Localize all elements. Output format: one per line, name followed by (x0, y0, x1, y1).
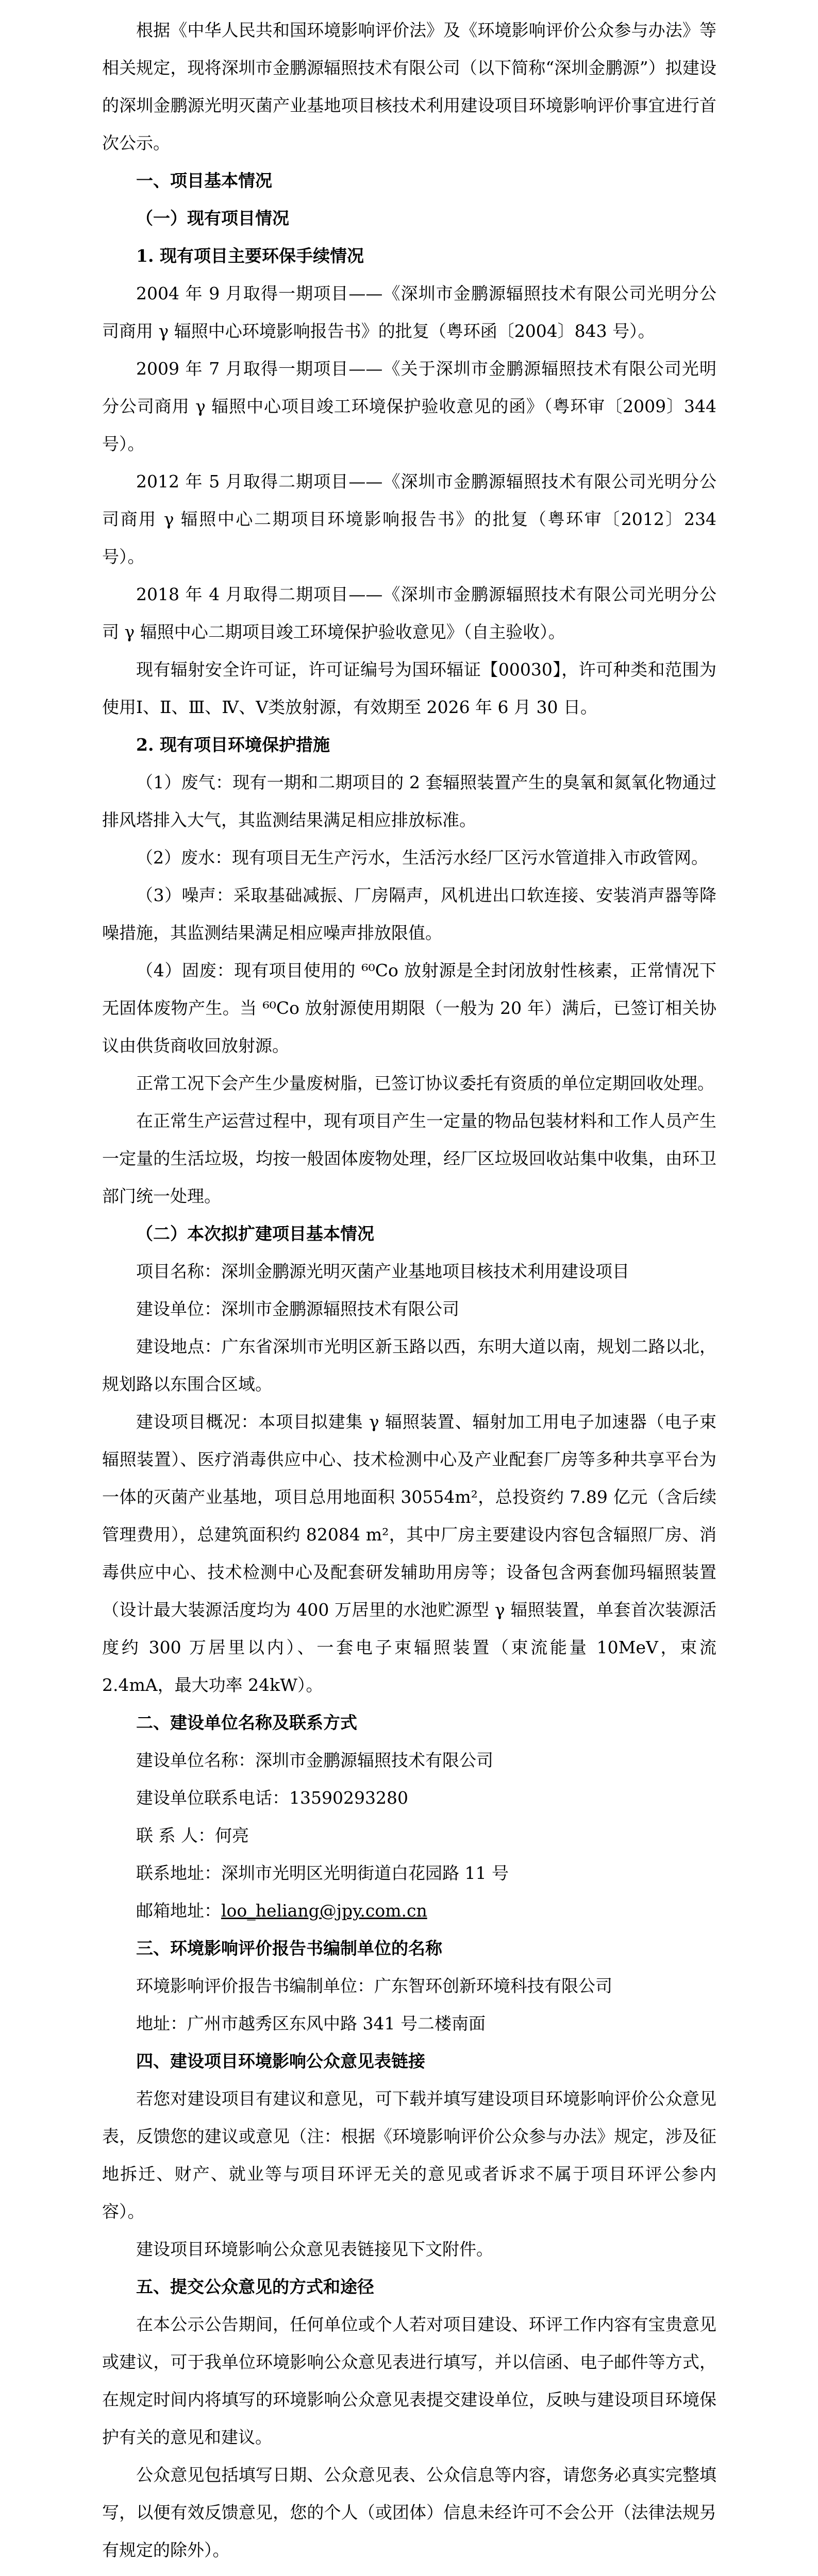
eia-consultant: 环境影响评价报告书编制单位：广东智环创新环境科技有限公司 (136, 1976, 612, 1996)
new-project-name: 项目名称：深圳金鹏源光明灭菌产业基地项目核技术利用建设项目 (136, 1261, 629, 1281)
public-notice (102, 11, 716, 2576)
measure-wastewater: （2）废水：现有项目无生产污水，生活污水经厂区污水管道排入市政管网。 (136, 848, 708, 868)
procedure-2018: 2018 年 4 月取得二期项目——《深圳市金鹏源辐照技术有限公司光明分公司 γ 辐照中心二期项目竣工环境保护验收意见》（自主验收）。 (102, 584, 716, 642)
procedure-2004: 2004 年 9 月取得一期项目——《深圳市金鹏源辐照技术有限公司光明分公司商用 γ 辐照中心环境影响报告书》的批复（粤环函〔2004〕843 号）。 (102, 283, 716, 341)
new-project-builder: 建设单位：深圳市金鹏源辐照技术有限公司 (136, 1299, 459, 1319)
measure-exhaust: （1）废气：现有一期和二期项目的 2 套辐照装置产生的臭氧和氮氧化物通过排风塔排入大气，其监测结果满足相应排放标准。 (102, 772, 716, 830)
submission-content: 公众意见包括填写日期、公众意见表、公众信息等内容，请您务必真实完整填写，以便有效反馈意见，您的个人（或团体）信息未经许可不会公开（法律法规另有规定的除外）。 (102, 2465, 716, 2560)
measures-heading: 2. 现有项目环境保护措施 (136, 735, 330, 755)
contact-phone: 建设单位联系电话：13590293280 (136, 1788, 408, 1808)
section-1-heading: 一、项目基本情况 (136, 171, 272, 191)
procedures-heading: 1. 现有项目主要环保手续情况 (136, 246, 364, 266)
new-project-overview: 建设项目概况：本项目拟建集 γ 辐照装置、辐射加工用电子加速器（电子束辐照装置）、医疗消毒供应中心、技术检测中心及产业配套厂房等多种共享平台为一体的灭菌产业基地，项目总用地面积 30554m²，总投资约 7.89 亿元（含后续管理费用），总建筑面积约 82084 m²，其中厂房主要建设内容包含辐照厂房、消毒供应中心、技术检测中心及配套研发辅助用房等；设备包含两套伽玛辐照装置（设计最大装源活度均为 400 万居里的水池贮源型 γ 辐照装置，单套首次装源活度约 300 万居里以内）、一套电子束辐照装置（束流能量 10MeV，束流 2.4mA，最大功率 24kW）。 (102, 1412, 716, 1695)
intro-paragraph: 根据《中华人民共和国环境影响评价法》及《环境影响评价公众参与办法》等相关规定，现将深圳市金鹏源辐照技术有限公司（以下简称“深圳金鹏源”）拟建设的深圳金鹏源光明灭菌产业基地项目核技术利用建设项目环境影响评价事宜进行首次公示。 (102, 20, 716, 153)
submission-method: 在本公示公告期间，任何单位或个人若对项目建设、环评工作内容有宝贵意见或建议，可于我单位环境影响公众意见表进行填写，并以信函、电子邮件等方式，在规定时间内将填写的环境影响公众意见表提交建设单位，反映与建设项目环境保护有关的意见和建议。 (102, 2314, 716, 2447)
contact-person: 联 系 人：何亮 (136, 1825, 249, 1845)
measure-solid-waste: （4）固废：现有项目使用的 ⁶⁰Co 放射源是全封闭放射性核素，正常情况下无固体废物产生。当 ⁶⁰Co 放射源使用期限（一般为 20 年）满后，已签订相关协议由供货商收回放射源。 (102, 960, 716, 1056)
radiation-license: 现有辐射安全许可证，许可证编号为国环辐证【00030】，许可种类和范围为使用Ⅰ、Ⅱ、Ⅲ、Ⅳ、Ⅴ类放射源，有效期至 2026 年 6 月 30 日。 (102, 659, 716, 717)
contact-company: 建设单位名称：深圳市金鹏源辐照技术有限公司 (136, 1750, 493, 1770)
email-label: 邮箱地址： (136, 1901, 221, 1921)
contact-email-line (102, 1892, 716, 1929)
new-project-heading: （二）本次拟扩建项目基本情况 (136, 1224, 374, 1244)
submission-period (102, 2569, 716, 2576)
existing-project-heading: （一）现有项目情况 (136, 208, 289, 228)
procedure-2012: 2012 年 5 月取得二期项目——《深圳市金鹏源辐照技术有限公司光明分公司商用 γ 辐照中心二期项目环境影响报告书》的批复（粤环审〔2012〕234 号）。 (102, 471, 716, 567)
section-5-heading: 五、提交公众意见的方式和途径 (136, 2277, 374, 2297)
email-link[interactable]: loo_heliang@jpy.com.cn (221, 1901, 427, 1921)
section-2-heading: 二、建设单位名称及联系方式 (136, 1713, 357, 1733)
measure-resin: 正常工况下会产生少量废树脂，已签订协议委托有资质的单位定期回收处理。 (136, 1073, 714, 1093)
opinion-form-link-note: 建设项目环境影响公众意见表链接见下文附件。 (136, 2239, 493, 2259)
section-3-heading: 三、环境影响评价报告书编制单位的名称 (136, 1938, 442, 1958)
procedure-2009: 2009 年 7 月取得一期项目——《关于深圳市金鹏源辐照技术有限公司光明分公司商用 γ 辐照中心项目竣工环境保护验收意见的函》（粤环审〔2009〕344 号）。 (102, 359, 716, 454)
new-project-location: 建设地点：广东省深圳市光明区新玉路以西，东明大道以南，规划二路以北，规划路以东围合区域。 (102, 1336, 716, 1394)
measure-domestic-waste: 在正常生产运营过程中，现有项目产生一定量的物品包装材料和工作人员产生一定量的生活垃圾，均按一般固体废物处理，经厂区垃圾回收站集中收集，由环卫部门统一处理。 (102, 1111, 716, 1206)
opinion-form-instruction: 若您对建设项目有建议和意见，可下载并填写建设项目环境影响评价公众意见表，反馈您的建议或意见（注：根据《环境影响评价公众参与办法》规定，涉及征地拆迁、财产、就业等与项目环评无关的意见或者诉求不属于项目环评公参内容）。 (102, 2089, 716, 2222)
contact-address: 联系地址：深圳市光明区光明街道白花园路 11 号 (136, 1863, 509, 1883)
eia-consultant-address: 地址：广州市越秀区东风中路 341 号二楼南面 (136, 2013, 486, 2033)
measure-noise: （3）噪声：采取基础减振、厂房隔声，风机进出口软连接、安装消声器等降噪措施，其监测结果满足相应噪声排放限值。 (102, 885, 716, 943)
section-4-heading: 四、建设项目环境影响公众意见表链接 (136, 2051, 425, 2071)
